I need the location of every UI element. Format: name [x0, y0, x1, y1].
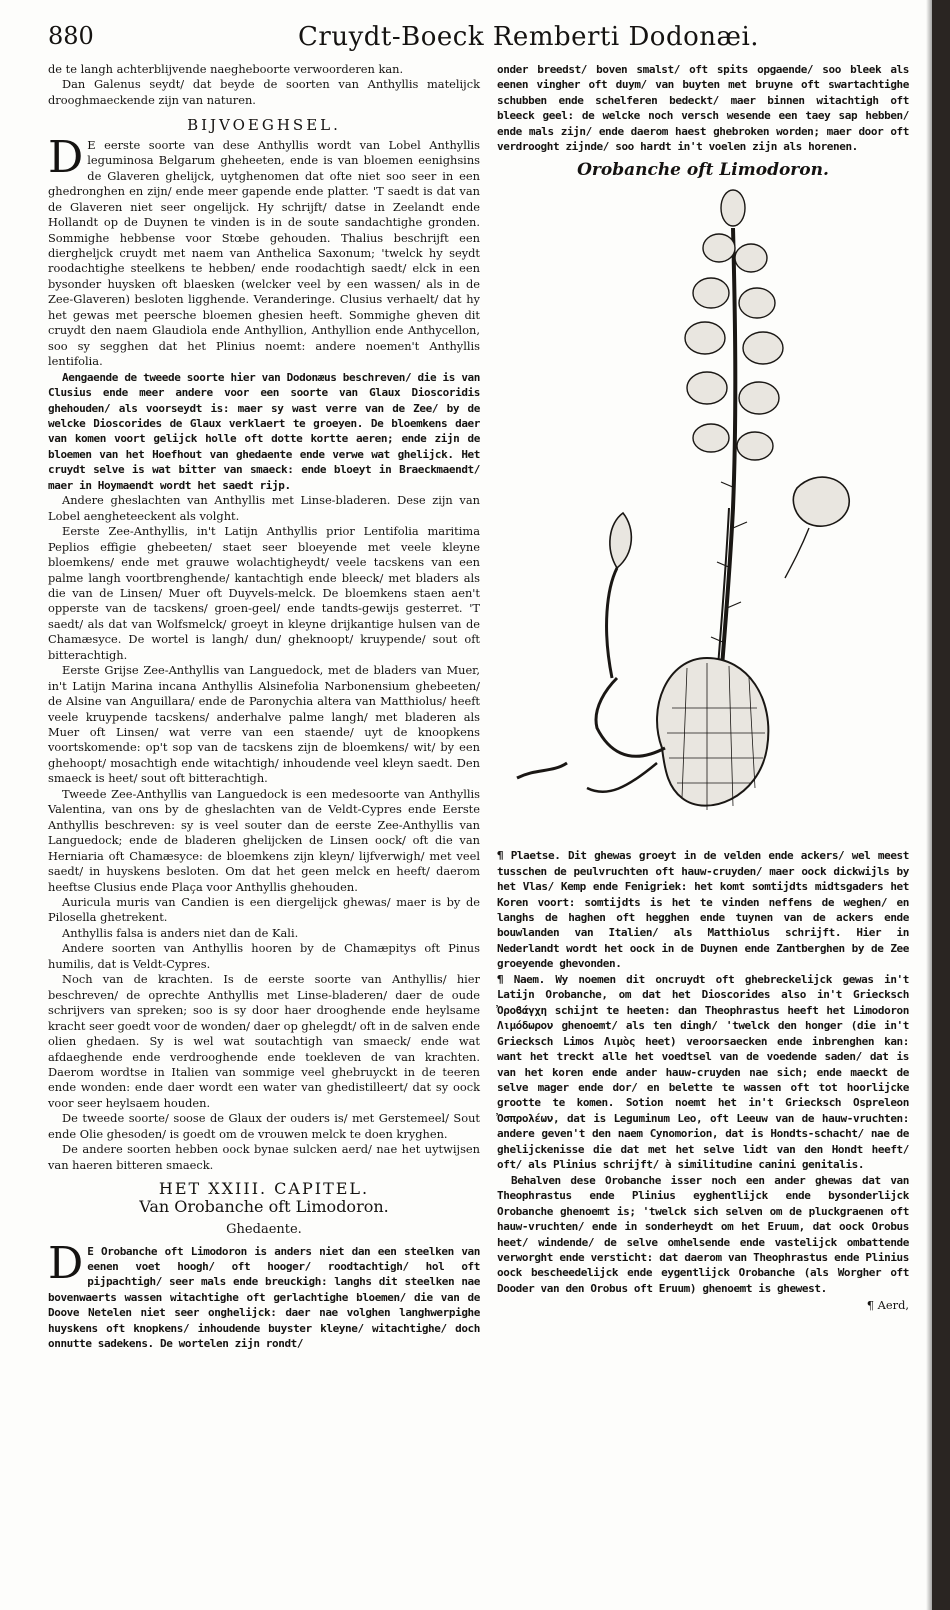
drop-cap: D: [48, 131, 84, 183]
plant-drawing: [497, 188, 909, 838]
bijvoeghsel-paragraph: De tweede soorte/ soose de Glaux der ouders is/ met Gerstemeel/ Sout ende Olie ghesoden/ is goedt om de vrouwen melck te doen kryghen.: [48, 1111, 480, 1141]
chapter-heading: HET XXIII. CAPITEL.: [158, 1179, 370, 1199]
ghedaente-paragraph: [48, 1237, 480, 1352]
bijvoeghsel-paragraph: Andere gheslachten van Anthyllis met Linse-bladeren. Dese zijn van Lobel aengheteeckent als volght.: [48, 493, 480, 523]
bijvoeghsel-paragraph: Eerste Grijse Zee-Anthyllis van Languedock, met de bladers van Muer, in't Latijn Marina incana Anthyllis Alsinefolia Narbonensium ghebeeten/ de Alsine van Anguillara/ ende de Paronychia altera van Matthiolus/ heeft veele kruypende tacskens/ anderhalve palme langh/ met bladeren als Muer oft Linsen/ wat verre van een staende/ uyt de knoopkens voortskomende: op't sop van de tacskens zijn de bloemkens/ wit/ by een ghehoopt/ mosachtigh ende witachtigh/ inhoudende veel kleyn saedt. Den smaeck is heet/ sout oft bitterachtigh.: [48, 663, 480, 786]
drop-cap: D: [48, 1237, 84, 1289]
bijvoeghsel-paragraph: Aengaende de tweede soorte hier van Dodonæus beschreven/ die is van Clusius ende meer andere voor een soorte van Glaux Dioscoridis ghehouden/ als voorseydt is: maer sy wast verre van de Zee/ by de welcke Dioscorides de Glaux verklaert te groeyen. De bloemkens daer van komen voort gelijck holle oft dotte kortte aeren; ende zijn de bloemen van het Hoefhout van ghedaente ende verwe wat ghelijck. Het cruydt selve is wat bitter van smaeck: ende bloeyt in Braeckmaendt/ maer in Hoymaendt wordt het saedt rijp.: [48, 370, 480, 492]
paragraph-text: E Orobanche oft Limodoron is anders niet dan een steelken van eenen voet hoogh/ oft hooger/ roodtachtigh/ hol oft pijpachtigh/ seer mals ende breuckigh: langhs dit steelken nae bovenwaerts wassen witachtighe oft gerlachtighe bloemen/ die van de Doove Netelen niet seer onghelijck: daer nae volghen langhwerpighe huyskens oft knopkens/ inhoudende buyster kleyne/ witachtighe/ doch onnutte sadekens. De wortelen zijn rondt/: [48, 1244, 480, 1351]
left-column: [48, 62, 480, 1352]
page-header: [48, 22, 910, 58]
bijvoeghsel-paragraph: Tweede Zee-Anthyllis van Languedock is een medesoorte van Anthyllis Valentina, van ons by de gheslachten van de Veldt-Cypres ende Eerste Anthyllis beschreven: sy is veel souter dan de eerste Zee-Anthyllis van Languedock; ende de bladeren ghelijcken de Linsen oock/ oft die van Herniaria oft Chamæsyce: de bloemkens zijn kleyn/ lijfverwigh/ met veel saedt/ in huyskens besloten. Om dat het geen melck en heeft/ daerom heeftse Clusius ende Plaça voor Anthyllis ghehouden.: [48, 786, 480, 894]
chapter-title: Van Orobanche oft Limodoron.: [139, 1196, 389, 1216]
illustration-caption: Orobanche oft Limodoron.: [577, 159, 829, 180]
page-number: 880: [48, 22, 94, 50]
intro-paragraph: de te langh achterblijvende naegheboorte verwoorderen kan.: [48, 62, 404, 76]
section-heading-ghedaente: Ghedaente.: [226, 1222, 302, 1238]
paragraph-text: E eerste soorte van dese Anthyllis wordt van Lobel Anthyllis leguminosa Belgarum gheheeten, ende is van bloemen eenighsins de Glaveren ghelijck, uytghenomen dat ofte niet soo seer in een ghedronghen en zijn/ ende meer gapende ende platter. 'T saedt is dat van de Glaveren niet seer ongelijck. Hy schrijft/ datse in Zeelandt ende Hollandt op de Duynen te vinden is in de soute sandachtighe gronden. Sommighe hebbense voor Stœbe gehouden. Thalius beschrijft een diergheljck cruydt met naem van Anthelica Saxonum; 'twelck hy seydt roodachtighe steelkens te hebben/ ende roodachtigh saedt/ elck in een bysonder huysken oft blaesken (welcker veel by een wassen/ als in de Zee-Glaveren) besloten ligghende. Veranderinge. Clusius verhaelt/ dat hy het gewas met peersche bloemen ghesien heeft. Sommighe gheven dit cruydt den naem Glaudiola ende Anthyllion, Anthyllion ende Anthycellon, soo sy segghen dat het Plinius noemt: andere noemen't Anthyllis lentifolia.: [48, 137, 480, 369]
naem-paragraph: ¶ Naem. Wy noemen dit oncruydt oft ghebreckelijck gewas in't Latijn Orobanche, om dat het Dioscorides also in't Griecksch Ὀροϐάγχη schijnt te heeten: dan Theophrastus heeft het Limodoron Λιμόδωρον ghenoemt/ als ten dingh/ 'twelck den honger (die in't Griecksch Limos Λιμὸς heet) veroorsaecken ende inbrenghen kan: want het treckt alle het voedtsel van de voedende saden/ dat is van het koren ende ander hauw-cruyden nae sich; ende maeckt de selve mager ende dor/ en belette te wassen oft tot hoorlijcke grootte te komen. Sotion noemt het in't Griecksch Ospreleon Ὀσπρολέων, dat is Leguminum Leo, oft Leeuw van de hauw-vruchten: andere geven't den naem Cynomorion, dat is Hondts-schacht/ nae de ghelijckenisse die dat met het selve lidt van den Hondt heeft/ oft/ als Plinius schrijft/ à similitudine canini genitalis.: [497, 972, 909, 1172]
bijvoeghsel-paragraph: Eerste Zee-Anthyllis, in't Latijn Anthyllis prior Lentifolia maritima Peplios effigie ghebeeten/ staet seer bloeyende met veele kleyne bloemkens/ ende met grauwe wolachtigheydt/ veele tacskens van een palme langh voortbrenghende/ kantachtigh ende bleeck/ met bladers als die van de Linsen/ Muer oft Duyvels-melck. De bloemkens staen aen't opperste van de tacskens/ groen-geel/ ende tandts-gewijs gesterret. 'T saedt/ als dat van Wolfsmelck/ groeyt in kleyne drijkantige hulsen van de Chamæsyce. De wortel is langh/ dun/ gheknoopt/ kruypende/ sout oft bitterachtigh.: [48, 524, 480, 662]
bijvoeghsel-paragraph: Noch van de krachten. Is de eerste soorte van Anthyllis/ hier beschreven/ de oprechte Anthyllis met Linse-bladeren/ daer de oude schrijvers van spreken; soo is sy door haer drooghende ende heylsame kracht seer goedt voor de wonden/ daer op ghelegdt/ oft in de salven ende olien ghedaen. Sy is wel wat soutachtigh van smaeck/ ende wat afdaeghende ende verdrooghende ende toekleven de van krachten. Daerom wordtse in Italien van sommige veel ghebruyckt in de teeren ende wonden: ende daer wordt een water van ghedistilleert/ dat sy oock voor seer heylsaem houden.: [48, 972, 480, 1110]
orobanche-woodcut-illustration: [497, 188, 909, 838]
running-title: Cruydt-Boeck Remberti Dodonæi.: [298, 22, 760, 52]
right-column: [497, 62, 909, 1314]
bijvoeghsel-paragraph-first: [48, 131, 480, 370]
bijvoeghsel-paragraph: Andere soorten van Anthyllis hooren by de Chamæpitys oft Pinus humilis, dat is Veldt-Cypres.: [48, 941, 480, 971]
book-spine-edge: [932, 0, 950, 1610]
intro-paragraph: Dan Galenus seydt/ dat beyde de soorten van Anthyllis matelijck drooghmaeckende zijn van naturen.: [48, 77, 480, 107]
description-continued: onder breedst/ boven smalst/ oft spits opgaende/ soo bleek als eenen vingher oft duym/ van buyten met bruyne oft swartachtighe schubben ende schelferen bedeckt/ maer binnen witachtigh oft bleeck geel: de welcke noch versch wesende een taey sap hebben/ ende mals zijn/ ende daerom haest ghebroken worden; maer door oft verdrooght zijnde/ soo hardt in't voelen zijn als horenen.: [497, 63, 909, 154]
bijvoeghsel-paragraph: Auricula muris van Candien is een diergelijck ghewas/ maer is by de Pilosella ghetrekent.: [48, 895, 480, 925]
bijvoeghsel-heading: BIJVOEGHSEL.: [187, 116, 341, 135]
catchword: ¶ Aerd,: [866, 1298, 909, 1313]
bijvoeghsel-paragraph: Anthyllis falsa is anders niet dan de Kali.: [62, 925, 299, 940]
behalven-paragraph: Behalven dese Orobanche isser noch een ander ghewas dat van Theophrastus ende Plinius eyghentlijck ende bysonderlijck Orobanche ghenoemt is; 'twelck sich selven om de pluckgraenen oft hauw-vruchten/ ende in sonderheydt om het Eruum, dat oock Orobus heet/ windende/ de selve omhelsende ende vastelijck ombattende verworght ende versticht: dat daerom van Theophrastus ende Plinius oock bescheedelijck ende eygentlijck Orobanche (als Worgher oft Dooder van den Orobus oft Eruum) ghenoemt is ghewest.: [497, 1173, 909, 1295]
bijvoeghsel-paragraph: De andere soorten hebben oock bynae sulcken aerd/ nae het uytwijsen van haeren bitteren smaeck.: [48, 1142, 480, 1172]
plaetse-paragraph: ¶ Plaetse. Dit ghewas groeyt in de velden ende ackers/ wel meest tusschen de peulvruchten oft hauw-cruyden/ maer oock dickwijls by het Vlas/ Kemp ende Fenigriek: het komt somtijdts midtsgaders het Koren voort: somtijdts is het te vinden neffens de weghen/ en langhs de haghen oft hegghen ende tuynen van de ackers ende bouwlanden van Italien/ als Matthiolus schrijft. Hier in Nederlandt wordt het oock in de Duynen ende Zantberghen by de Zee groeyende ghevonden.: [497, 849, 909, 971]
